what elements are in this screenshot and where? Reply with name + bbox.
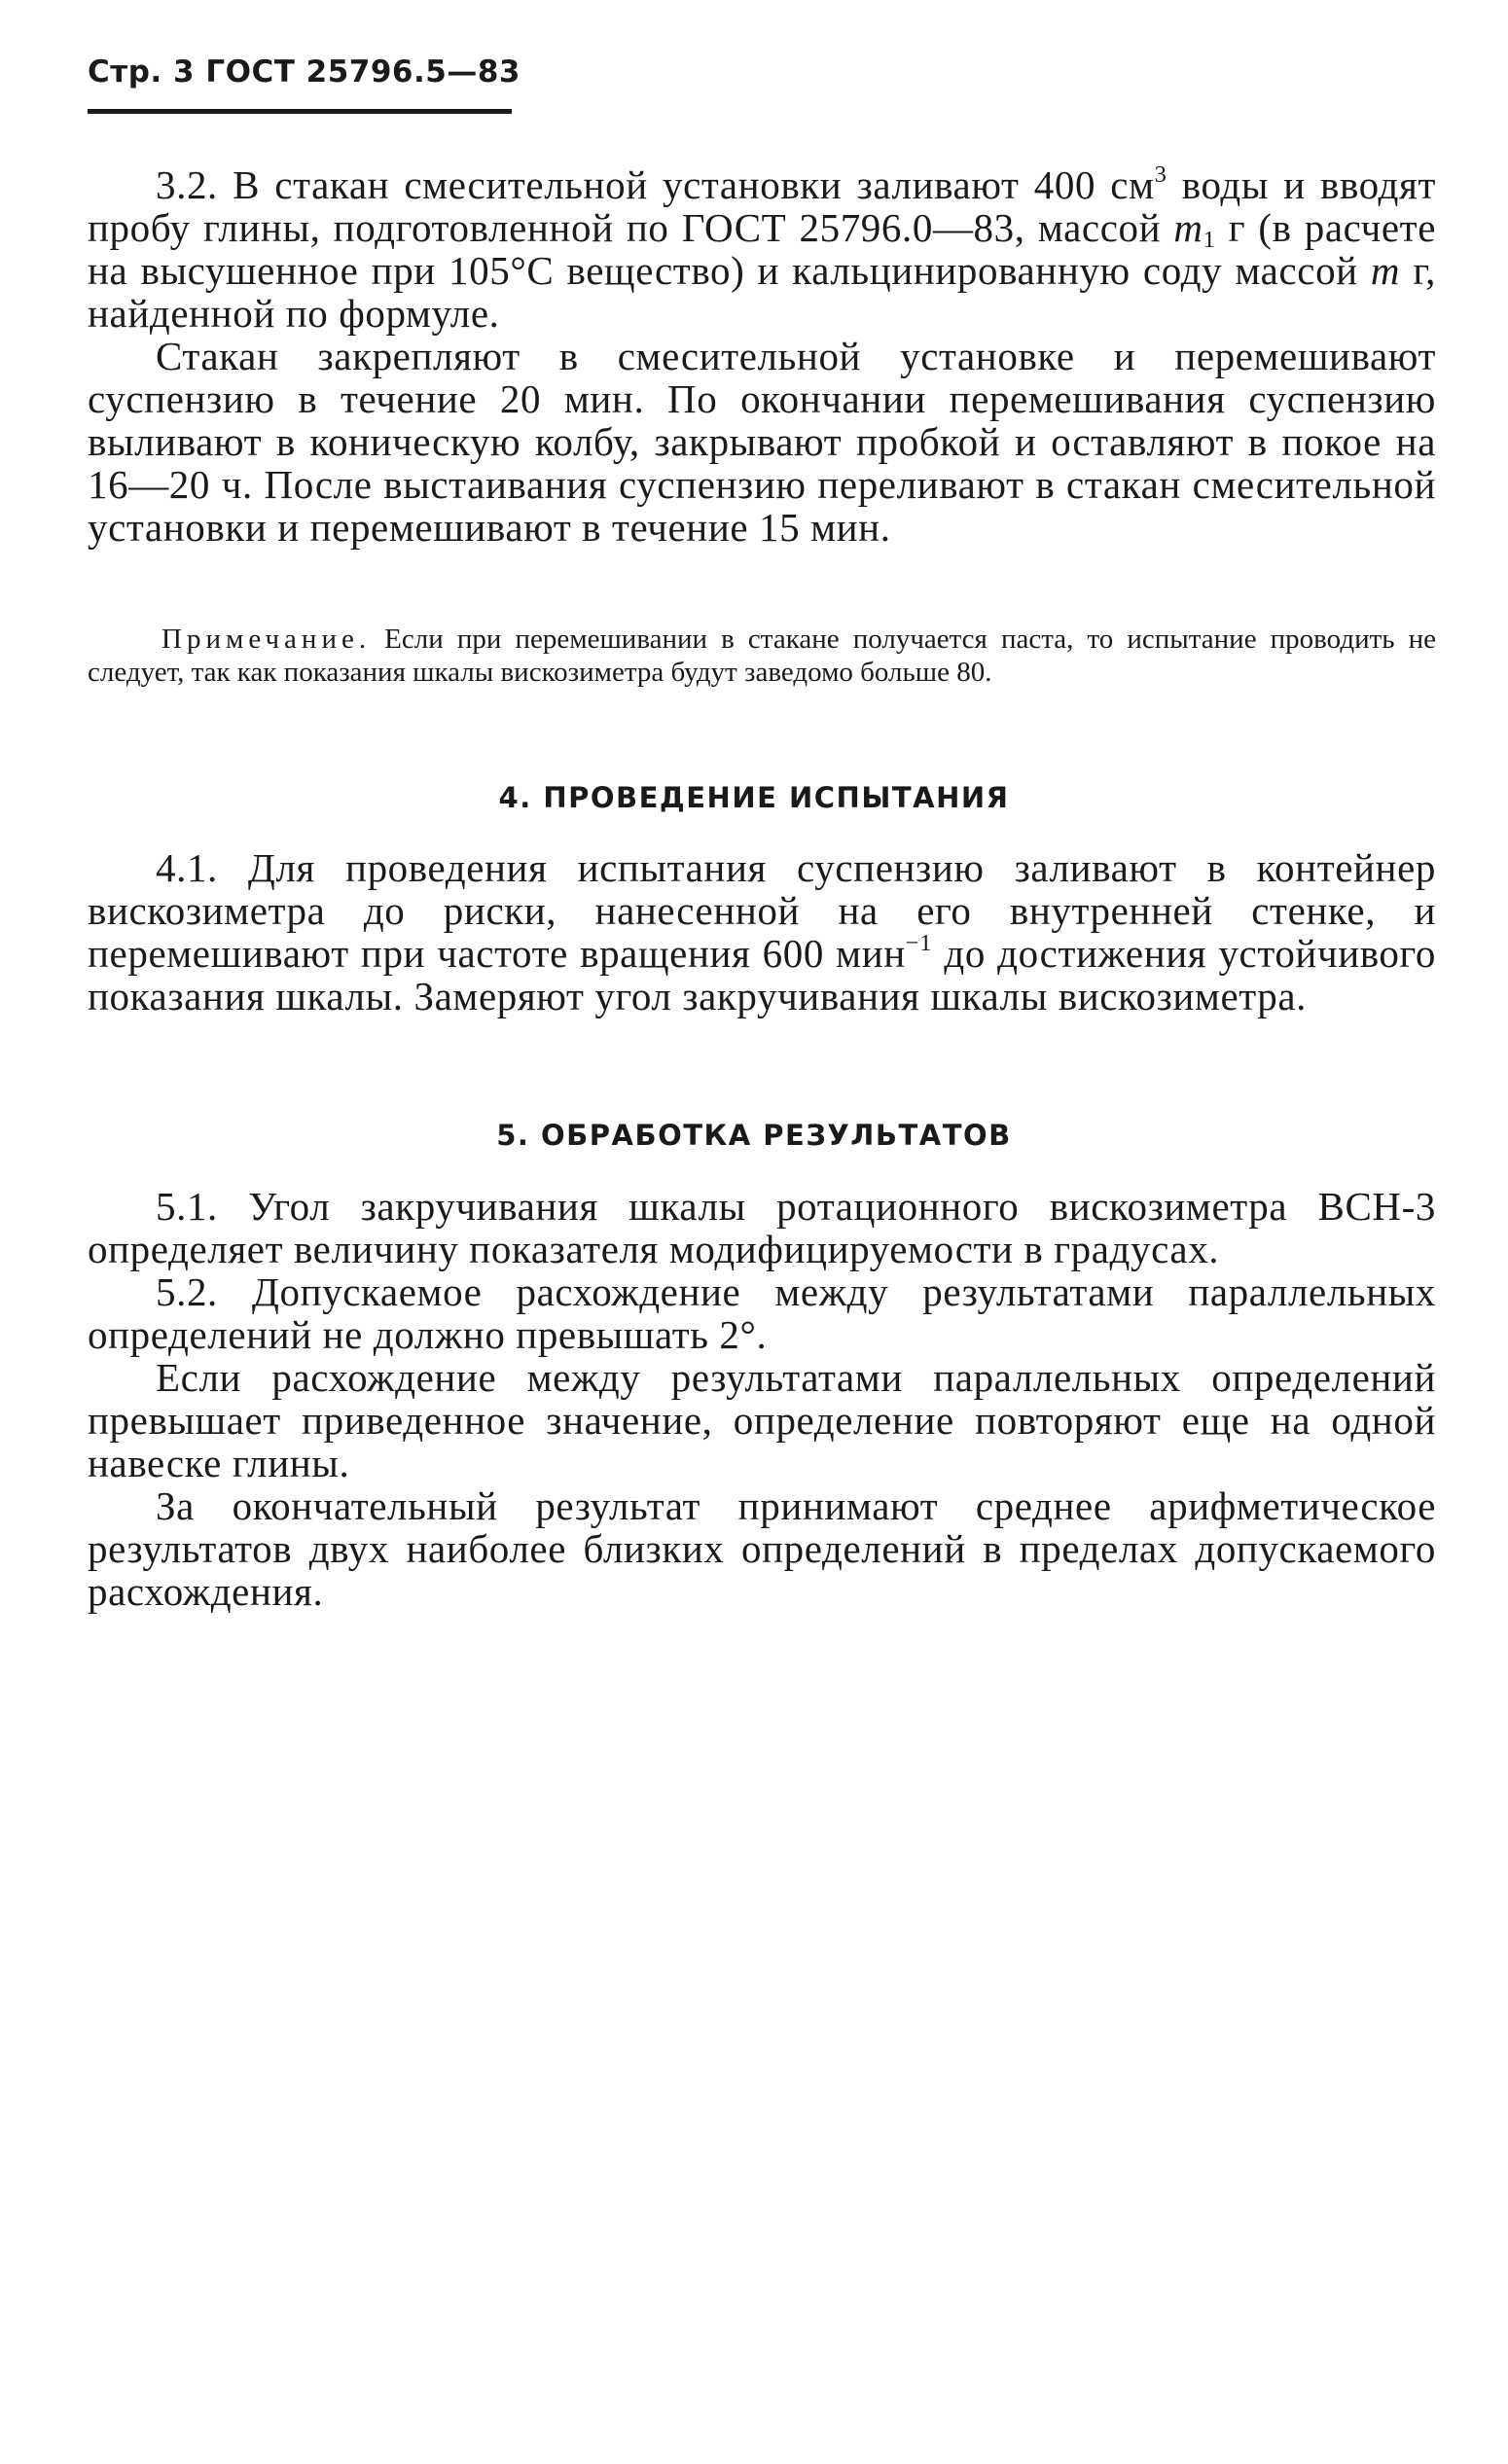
section-3-text: [88, 163, 1436, 549]
unit-superscript: 3: [1154, 161, 1167, 188]
variable-m1: m: [1173, 205, 1203, 250]
variable-m: m: [1370, 248, 1401, 293]
variable-subscript: 1: [1203, 227, 1216, 254]
paragraph-4-1-part-a: 4.1. Для проведения испытания суспензию заливают в контейнер вискозиметра до риски, нанесенной на его внутренней стенке, и перемешивают при частоте вращения 600 мин: [88, 845, 1436, 976]
paragraph-3-2: [88, 163, 1436, 335]
note-label: Примечание.: [162, 624, 372, 655]
paragraph-3-2-continued: Стакан закрепляют в смесительной установке и перемешивают суспензию в течение 20 мин. По окончании перемешивания суспензию выливают в коническую колбу, закрывают пробкой и оставляют в покое на 16—20 ч. После выстаивания суспензию переливают в стакан смесительной установки и перемешивают в течение 15 мин.: [88, 334, 1436, 550]
paragraph-5-2-continued: Если расхождение между результатами параллельных определений превышает приведенное значение, определение повторяют еще на одной навеске глины.: [88, 1355, 1436, 1485]
paragraph-5-2: 5.2. Допускаемое расхождение между результатами параллельных определений не должно превышать 2°.: [88, 1269, 1436, 1357]
paragraph-4-1: [88, 846, 1436, 1018]
section-4-text: [88, 846, 1436, 1018]
section-5-text: [88, 1185, 1436, 1613]
note-text: Если при перемешивании в стакане получается паста, то испытание проводить не следует, так как показания шкалы вискозиметра будут заведомо больше 80.: [88, 624, 1436, 688]
paragraph-5-1: 5.1. Угол закручивания шкалы ротационного вискозиметра ВСН-3 определяет величину показателя модифицируемости в градусах.: [88, 1184, 1436, 1271]
paragraph-3-2-part-c: г (в расчете на высушенное при 105°С вещество) и кальцинированную соду массой: [88, 205, 1436, 293]
page-header: Стр. 3 ГОСТ 25796.5—83: [88, 54, 521, 89]
note-block: [88, 623, 1436, 689]
frequency-superscript: −1: [905, 929, 933, 956]
paragraph-5-2-final: За окончательный результат принимают среднее арифметическое результатов двух наиболее близких определений в пределах допускаемого расхождения.: [88, 1483, 1436, 1614]
section-5-title: 5. ОБРАБОТКА РЕЗУЛЬТАТОВ: [496, 1119, 1012, 1152]
paragraph-3-2-part-a: 3.2. В стакан смесительной установки заливают 400 см: [156, 162, 1155, 207]
paragraph-3-2-part-b: воды и вводят пробу глины, подготовленной по ГОСТ 25796.0—83, массой: [88, 162, 1436, 250]
paragraph-3-2-part-d: г, найденной по формуле.: [88, 248, 1436, 336]
paragraph-4-1-part-b: до достижения устойчивого показания шкалы. Замеряют угол закручивания шкалы вискозиметра.: [88, 931, 1437, 1018]
header-rule: [88, 109, 512, 114]
section-4-title: 4. ПРОВЕДЕНИЕ ИСПЫТАНИЯ: [498, 781, 1010, 814]
note-paragraph: [88, 623, 1436, 689]
